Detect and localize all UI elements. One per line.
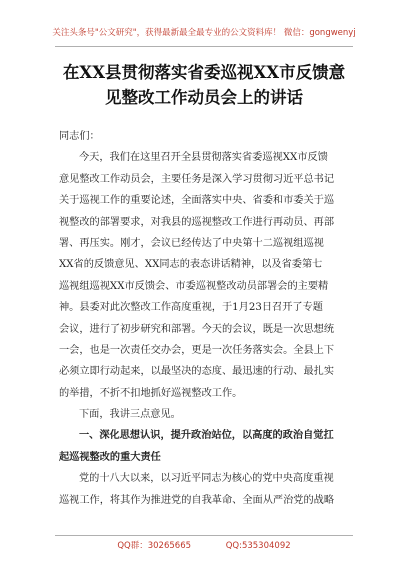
- paragraph-line: 会议，进行了初步研究和部署。今天的会议，既是一次思想统: [59, 323, 335, 335]
- paragraph-line: 意见整改工作动员会，主要任务是深入学习贯彻习近平总书记: [59, 173, 335, 185]
- paragraph-line: 一会，也是一次责任交办会，更是一次任务落实会。全县上下: [59, 344, 335, 356]
- section-heading-line: 一、深化思想认识，提升政治站位，以高度的政治自觉扛: [79, 430, 334, 442]
- section-heading-line: 起巡视整改的重大责任: [59, 451, 161, 463]
- intro-points-line: 下面，我讲三点意见。: [79, 409, 181, 421]
- paragraph-line: 今天，我们在这里召开全县贯彻落实省委巡视XX市反馈: [79, 152, 328, 164]
- header-promo-note: 关注头条号"公文研究"，获得最新最全最专业的公文资料库！ 微信：gongwenyj: [52, 28, 356, 38]
- paragraph-line: 神。县委对此次整改工作高度重视，于1月23日召开了专题: [59, 302, 323, 314]
- title-line-2: 见整改工作动员会上的讲话: [105, 88, 303, 107]
- paragraph-line: 关于巡视工作的重要论述，全面落实中央、省委和市委关于巡: [59, 195, 335, 207]
- paragraph-line: 巡视组巡视XX市反馈会、市委巡视整改动员部署会的主要精: [59, 280, 329, 292]
- footer-divider: [55, 535, 353, 536]
- title-line-1: 在XX县贯彻落实省委巡视XX市反馈意: [62, 63, 346, 82]
- paragraph-line: 巡视工作，将其作为推进党的自我革命、全面从严治党的战略: [59, 494, 335, 506]
- footer-qq: QQ:535304092: [225, 541, 291, 551]
- paragraph-line: 党的十八大以来，以习近平同志为核心的党中央高度重视: [79, 473, 334, 485]
- document-body: [59, 126, 351, 511]
- paragraph-line: XX省的反馈意见、XX同志的表态讲话精神，以及省委第七: [59, 259, 323, 271]
- paragraph-line: 必须立即行动起来，以最坚决的态度、最迅速的行动、最扎实: [59, 366, 335, 378]
- footer-contact: [0, 539, 408, 551]
- paragraph-line: 署、再压实。刚才，会议已经传达了中央第十二巡视组巡视: [59, 237, 324, 249]
- paragraph-line: 的举措，不折不扣地抓好巡视整改工作。: [59, 387, 243, 399]
- document-title: [40, 60, 368, 110]
- paragraph-line: 视整改的部署要求，对我县的巡视整改工作进行再动员、再部: [59, 216, 335, 228]
- header-divider: [55, 46, 353, 47]
- salutation: 同志们：: [59, 131, 100, 142]
- footer-qq-group: QQ群：30265665: [117, 541, 192, 551]
